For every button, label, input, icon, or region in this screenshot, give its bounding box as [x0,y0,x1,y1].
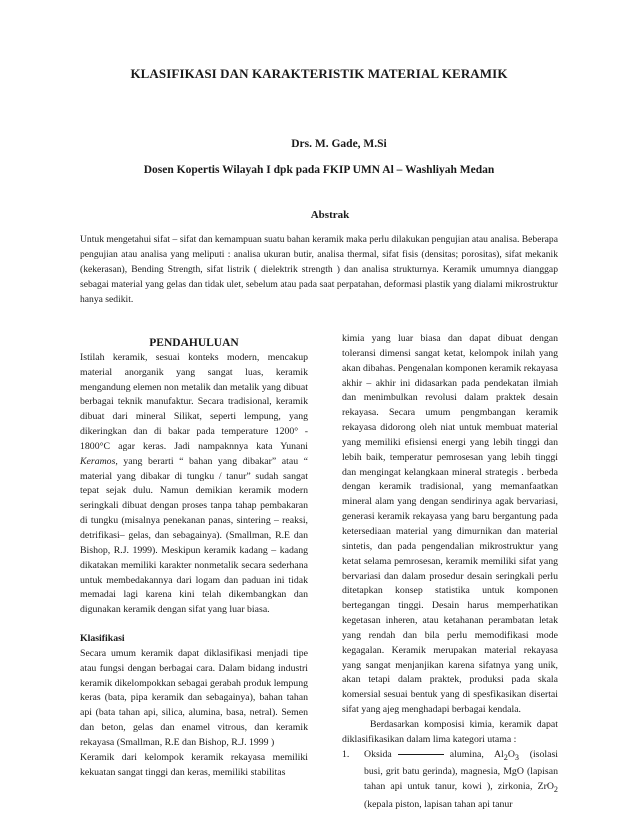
intro-paragraph: Istilah keramik, sesuai konteks modern, mencakup material anorganik yang sangat luas, keramik mengandung elemen non metalik dan metalik yang dibuat berbagai teknik manufaktur. Secara tradisional, keramik dibuat dari mineral Silikat, seperti lempung, yang dikeringkan dan di bakar pada temperature 1200° - 1800°C agar keras. Jadi nampaknnya kata Yunani Keramos, yang berarti “ bahan yang dibakar” atau “ material yang dibakar di tungku / tanur” sudah sangat tepat sejak dulu. Namun demikian keramik modern seringkali dibuat dengan proses tanpa tahap pembakaran di tungku (misalnya penekanan panas, sintering – reaksi, detrifikasi– gelas, dan sebagainya). (Smallman, R.E dan Bishop, R.J. 1999). Meskipun keramik kadang – kadang dikatakan memiliki karakter nonmetalik secara sederhana untuk membedakannya dari logam dan paduan ini tidak memadai lagi karena kini telah dikembangkan dan digunakan keramik dengan sifat yang luar biasa. [80,351,308,616]
classification-paragraph: Secara umum keramik dapat diklasifikasi menjadi tipe atau fungsi dengan berbagai cara. Dalam bidang industri keramik dikelompokkan sebagai gerabah produk lempung keras (bata, pipa keramik dan sebagainya), bahan tahan api (bata tahan api, silica, alumina, basa, netral). Semen dan beton, gelas dan enamel vitrous, dan keramik rekayasa (Smallman, R.E dan Bishop, R.J. 1999 ) [80,647,308,748]
author-name: Drs. M. Gade, M.Si [291,138,387,150]
engineering-ceramics-paragraph: Keramik dari kelompok keramik rekayasa memiliki kekuatan sangat tinggi dan keras, memiliki stabilitas [80,751,308,778]
list-number: 1. [342,748,350,760]
right-column [342,332,558,813]
abstract-heading: Abstrak [310,209,350,221]
subheading-klasifikasi: Klasifikasi [80,633,125,645]
paper-title: KLASIFIKASI DAN KARAKTERISTIK MATERIAL KERAMIK [130,66,508,81]
left-column [80,336,308,780]
author-affiliation: Dosen Kopertis Wilayah I dpk pada FKIP UMN Al – Washliyah Medan [143,164,495,176]
keramos-term: Keramos [80,455,116,467]
list-item-text: Oksida alumina, $Al_2O_3$ (isolasi busi, grit batu gerinda), magnesia, MgO (lapisan tahan api untuk tanur, kowi ), zirkonia, ZrO$_2$ (kepala piston, lapisan tahan api tanur [364,748,558,811]
abstract-text: Untuk mengetahui sifat – sifat dan kemampuan suatu bahan keramik maka perlu dilakukan pengujian atau analisa. Beberapa pengujian atau analisa yang meliputi : analisa ukuran butir, analisa thermal, sifat fisis (densitas; porositas), sifat mekanik (kekerasan), Bending Strength, sifat listrik ( dielektrik strength ) dan analisa strukturnya. Keramik umumnya dianggap sebagai material yang gelas dan tidak ulet, sebelum atau pada saat perpatahan, deformasi plastik yang dialami mikrostruktur hanya sedikit. [80,234,558,305]
categories-intro-paragraph: Berdasarkan komposisi kimia, keramik dapat diklasifikasikan dalam lima kategori utama : [342,718,558,745]
dash-rule [398,754,444,755]
continuation-paragraph: kimia yang luar biasa dan dapat dibuat dengan toleransi dimensi sangat ketat, kelompok inilah yang akan dibahas. Pengenalan komponen keramik rekayasa akhir – akhir ini didasarkan pada pendekatan ilmiah dan menimbulkan revolusi dalam praktek desain rekayasa. Secara umum pengmbangan keramik rekayasa didorong oleh niat untuk membuat material yang memiliki efisiensi energi yang lebih tinggi dan lebih baik, temperatur pemrosesan yang lebih tinggi dan mengingat kelangkaan mineral strategis . berbeda dengan keramik tradisional, yang memanfaatkan mineral alam yang dengan sendirinya agak bervariasi, generasi keramik rekayasa yang baru bergantung pada ketersediaan material yang dimurnikan dan material sintetis, dan pada pengendalian mikrostruktur yang ketat selama pemrosesan, keramik memiliki sifat yang bervariasi dan dalam prosedur desain seringkali perlu ditetapkan konsep statistika untuk komponen bertegangan tinggi. Desain harus memperhatikan kegetasan inheren, atau ketahanan perambatan letak yang rendah dan bila perlu memodifikasi mode kegagalan. Keramik merupakan material rekayasa yang sangat menjanjikan karena sifatnya yang unik, akan tetapi dalam praktek, produksi pada skala komersial sesuai bentuk yang di spesfikasikan disertai sifat yang ajeg menghadapi berbagai kendala. [342,333,558,716]
list-item [342,748,558,813]
section-heading-pendahuluan: PENDAHULUAN [149,337,239,349]
